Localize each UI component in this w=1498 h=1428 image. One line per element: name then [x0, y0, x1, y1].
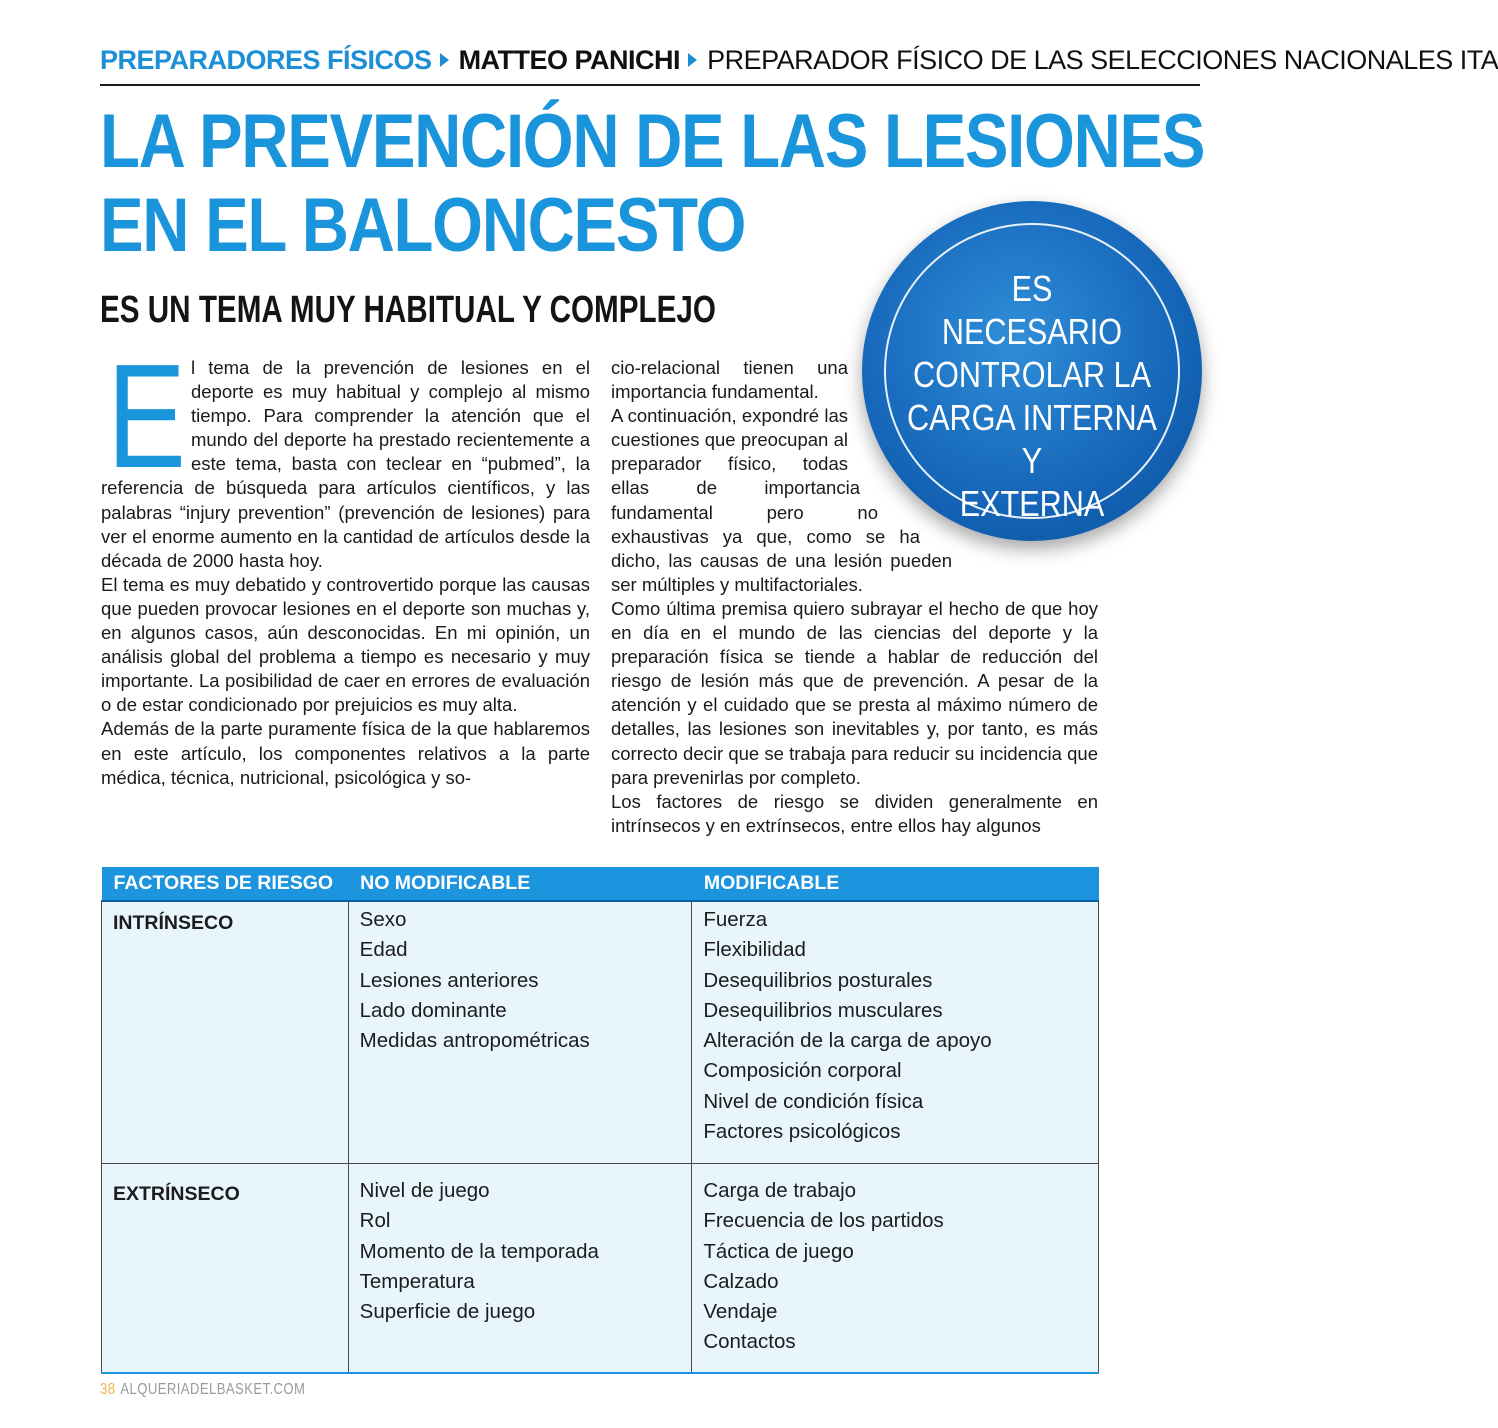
- list-item: Frecuencia de los partidos: [703, 1209, 944, 1233]
- cell-modificable: [692, 1164, 1099, 1374]
- list-item: Táctica de juego: [703, 1239, 854, 1263]
- list-item: Fuerza: [703, 908, 768, 931]
- list-item: Alteración de la carga de apoyo: [703, 1029, 992, 1053]
- factor-list: [360, 1176, 692, 1327]
- article-paragraph: Además de la parte puramente física de la que hablaremos en este artículo, los componentes relativos a la parte médica, técnica, nutricional, psicológica y so-: [101, 718, 590, 788]
- cell-no-modificable: [348, 901, 692, 1164]
- chevron-right-icon: [440, 53, 449, 67]
- list-item: Carga de trabajo: [703, 1179, 857, 1202]
- header-rule: [100, 84, 1200, 86]
- list-item: Edad: [359, 938, 408, 962]
- list-item: Vendaje: [703, 1300, 778, 1324]
- row-label-intrinseco: [102, 901, 349, 1164]
- pull-quote-line: NECESARIO: [941, 311, 1123, 352]
- table-header-modificable: MODIFICABLE: [692, 867, 1099, 901]
- row-label-text: EXTRÍNSECO: [113, 1183, 240, 1205]
- page-subtitle: ES UN TEMA MUY HABITUAL Y COMPLEJO: [100, 289, 716, 331]
- drop-cap: E: [107, 334, 186, 499]
- article-column-1: [101, 334, 590, 790]
- article-paragraph: Los factores de riesgo se dividen generalmente en intrínsecos y en extrínsecos, entre ellos hay algunos: [611, 790, 1098, 836]
- table-row: [102, 901, 1099, 1164]
- pull-quote-circle: [862, 201, 1202, 541]
- factor-list: [703, 905, 1098, 1147]
- breadcrumb: [100, 40, 1498, 80]
- article-paragraph: El tema es muy debatido y controvertido porque las causas que pueden provocar lesiones en el deporte son muchas y, en algunos casos, aún desconocidas. En mi opinión, un análisis global del problema a tiempo es necesario y muy importante. La posibilidad de caer en errores de evaluación o de estar condicionado por prejuicios es muy alta.: [101, 573, 590, 716]
- list-item: Factores psicológicos: [703, 1120, 901, 1144]
- table-header-factores: FACTORES DE RIESGO: [102, 867, 349, 901]
- circle-wrap-spacer: [952, 548, 1098, 572]
- list-item: Lesiones anteriores: [359, 968, 539, 992]
- cell-modificable: [692, 901, 1099, 1164]
- list-item: Sexo: [359, 908, 407, 931]
- list-item: Momento de la temporada: [359, 1239, 599, 1263]
- article-paragraph: [101, 334, 590, 573]
- pull-quote-line: CARGA INTERNA Y: [907, 397, 1157, 481]
- list-item: Nivel de juego: [359, 1179, 490, 1202]
- pull-quote-line: CONTROLAR LA: [912, 354, 1152, 395]
- list-item: Nivel de condición física: [703, 1089, 924, 1113]
- list-item: Contactos: [703, 1330, 796, 1354]
- title-line-2: EN EL BALONCESTO: [100, 183, 746, 268]
- table-header-row: [102, 867, 1099, 901]
- article-paragraph: cio-relacional tienen una importancia fundamental.: [611, 357, 848, 403]
- table-row: [102, 1164, 1099, 1374]
- pull-quote-line: ES: [1011, 268, 1053, 309]
- page-number: 38: [100, 1381, 116, 1398]
- pull-quote-line: EXTERNA: [959, 483, 1105, 524]
- cell-no-modificable: [348, 1164, 692, 1374]
- paragraph-text: l tema de la prevención de lesiones en el deporte es muy habitual y complejo al mismo tiempo. Para comprender la atención que el mundo del deporte ha prestado recientemente a este tema, basta con teclear en “pubmed”, la referencia de búsqueda para artículos científicos, y las palabras “injury prevention” (prevención de lesiones) para ver el enorme aumento en la cantidad de artículos desde la década de 2000 hasta hoy.: [101, 357, 590, 571]
- list-item: Medidas antropométricas: [359, 1029, 590, 1053]
- list-item: Flexibilidad: [703, 938, 806, 962]
- chevron-right-icon: [688, 53, 697, 67]
- table-header-no-modificable: NO MODIFICABLE: [348, 867, 692, 901]
- page-footer: [100, 1381, 305, 1399]
- risk-factors-table: [101, 867, 1099, 1374]
- list-item: Composición corporal: [703, 1059, 902, 1083]
- list-item: Desequilibrios posturales: [703, 968, 933, 992]
- row-label-extrinseco: [102, 1164, 349, 1374]
- site-url: ALQUERIADELBASKET.COM: [120, 1381, 306, 1398]
- title-line-1: LA PREVENCIÓN DE LAS LESIONES: [100, 99, 1205, 184]
- breadcrumb-section: PREPARADORES FÍSICOS: [100, 45, 432, 75]
- list-item: Lado dominante: [359, 998, 507, 1022]
- article-paragraph: Como última premisa quiero subrayar el hecho de que hoy en día en el mundo de las ciencias del deporte y la preparación física se tiende a hablar de reducción del riesgo de lesión más que de prevención. A pesar de la atención y el cuidado que se presta al máximo número de detalles, las lesiones son inevitables y, por tanto, es más correcto decir que se trabaja para reducir su incidencia que para prevenirlas por completo.: [611, 597, 1098, 788]
- factor-list: [703, 1176, 1098, 1358]
- breadcrumb-author: MATTEO PANICHI: [458, 45, 681, 75]
- page-title: [100, 99, 1205, 268]
- article-paragraph: A continuación, expondré las cuestiones que preocupan al preparador físico, todas ellas de importancia fundamental pero no exhaustivas ya que, como se ha dicho, las causas de una lesión pueden ser múltiples y multifactoriales.: [611, 405, 952, 595]
- factor-list: [360, 905, 692, 1056]
- list-item: Temperatura: [359, 1269, 475, 1293]
- list-item: Calzado: [703, 1269, 779, 1293]
- breadcrumb-role: PREPARADOR FÍSICO DE LAS SELECCIONES NACIONALES ITA: [707, 45, 1498, 75]
- list-item: Superficie de juego: [359, 1300, 536, 1324]
- row-label-text: INTRÍNSECO: [113, 912, 234, 934]
- pull-quote-text: [905, 267, 1160, 525]
- list-item: Desequilibrios musculares: [703, 998, 943, 1022]
- list-item: Rol: [359, 1209, 391, 1233]
